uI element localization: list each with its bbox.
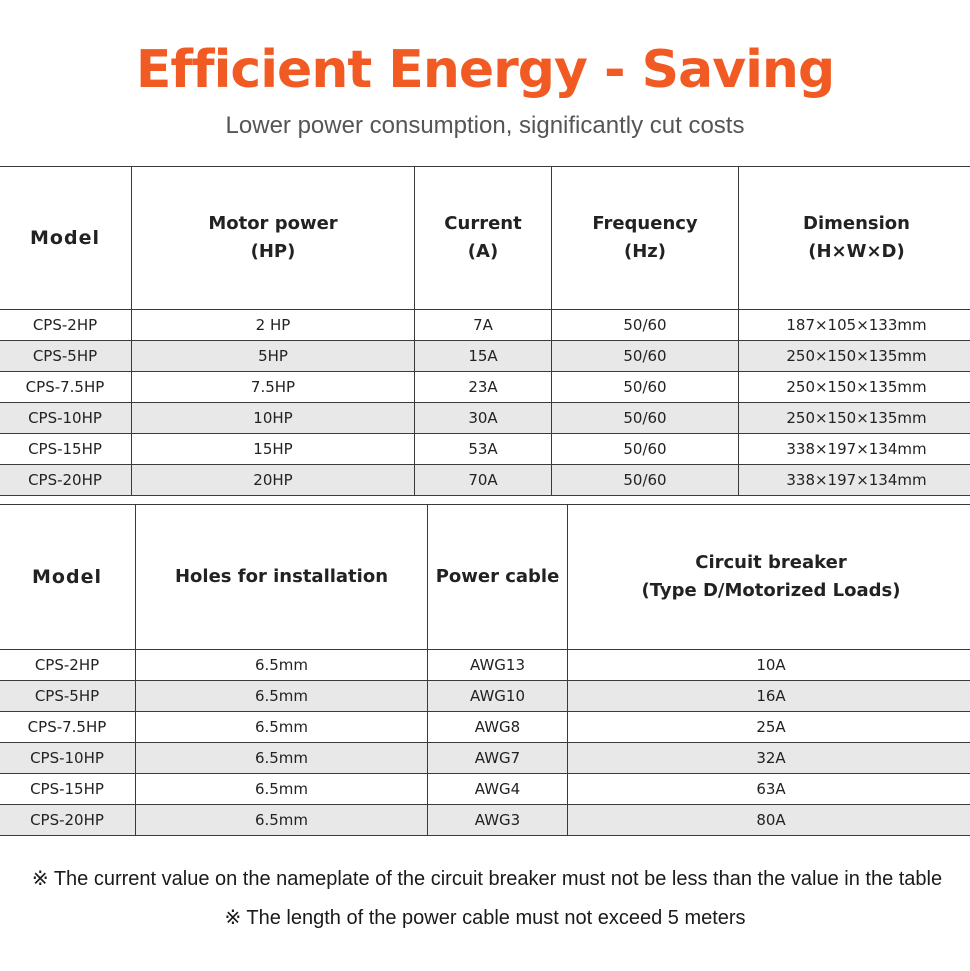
table-row	[0, 681, 970, 712]
cell-current: 70A	[415, 465, 552, 496]
cell-motor-power: 5HP	[132, 341, 415, 372]
cell-model: CPS-20HP	[0, 465, 132, 496]
cell-motor-power: 7.5HP	[132, 372, 415, 403]
cell-circuit-breaker: 25A	[568, 712, 970, 743]
cell-power-cable: AWG13	[428, 650, 568, 681]
cell-motor-power: 10HP	[132, 403, 415, 434]
cell-model: CPS-5HP	[0, 341, 132, 372]
cell-dimension: 338×197×134mm	[739, 465, 970, 496]
footnote-cable-length: ※ The length of the power cable must not exceed 5 meters	[224, 907, 746, 929]
cell-motor-power: 20HP	[132, 465, 415, 496]
header-frequency: Frequency (Hz)	[552, 167, 739, 310]
cell-model: CPS-2HP	[0, 650, 136, 681]
cell-current: 15A	[415, 341, 552, 372]
cell-holes: 6.5mm	[136, 712, 428, 743]
cell-frequency: 50/60	[552, 372, 739, 403]
cell-power-cable: AWG7	[428, 743, 568, 774]
footnote-breaker-current: ※ The current value on the nameplate of the circuit breaker must not be less than the value in the table	[31, 868, 943, 890]
table-row	[0, 434, 970, 465]
cell-model: CPS-15HP	[0, 774, 136, 805]
cell-frequency: 50/60	[552, 341, 739, 372]
table-header-row	[0, 505, 970, 650]
cell-frequency: 50/60	[552, 465, 739, 496]
header-model: Model	[0, 167, 132, 310]
header-holes-for-installation: Holes for installation	[136, 505, 428, 650]
page-title: Efficient Energy - Saving	[135, 40, 835, 100]
cell-circuit-breaker: 10A	[568, 650, 970, 681]
cell-model: CPS-20HP	[0, 805, 136, 836]
cell-dimension: 187×105×133mm	[739, 310, 970, 341]
table-row	[0, 774, 970, 805]
cell-holes: 6.5mm	[136, 774, 428, 805]
cell-dimension: 250×150×135mm	[739, 403, 970, 434]
cell-frequency: 50/60	[552, 403, 739, 434]
cell-circuit-breaker: 32A	[568, 743, 970, 774]
cell-current: 53A	[415, 434, 552, 465]
header-current: Current (A)	[415, 167, 552, 310]
cell-frequency: 50/60	[552, 434, 739, 465]
table-row	[0, 341, 970, 372]
cell-current: 30A	[415, 403, 552, 434]
cell-model: CPS-10HP	[0, 743, 136, 774]
header-dimension: Dimension (H×W×D)	[739, 167, 970, 310]
table-row	[0, 403, 970, 434]
table-row	[0, 650, 970, 681]
cell-current: 7A	[415, 310, 552, 341]
cell-power-cable: AWG10	[428, 681, 568, 712]
cell-motor-power: 15HP	[132, 434, 415, 465]
cell-dimension: 250×150×135mm	[739, 372, 970, 403]
cell-model: CPS-2HP	[0, 310, 132, 341]
cell-power-cable: AWG3	[428, 805, 568, 836]
cell-power-cable: AWG8	[428, 712, 568, 743]
cell-power-cable: AWG4	[428, 774, 568, 805]
cell-current: 23A	[415, 372, 552, 403]
cell-model: CPS-7.5HP	[0, 372, 132, 403]
specs-table-installation	[0, 504, 970, 836]
cell-holes: 6.5mm	[136, 805, 428, 836]
header-model: Model	[0, 505, 136, 650]
cell-frequency: 50/60	[552, 310, 739, 341]
cell-circuit-breaker: 63A	[568, 774, 970, 805]
table-row	[0, 743, 970, 774]
table-row	[0, 310, 970, 341]
cell-dimension: 250×150×135mm	[739, 341, 970, 372]
header-motor-power: Motor power (HP)	[132, 167, 415, 310]
table-row	[0, 372, 970, 403]
table-row	[0, 465, 970, 496]
cell-motor-power: 2 HP	[132, 310, 415, 341]
table-row	[0, 805, 970, 836]
header-circuit-breaker: Circuit breaker (Type D/Motorized Loads)	[568, 505, 970, 650]
cell-circuit-breaker: 80A	[568, 805, 970, 836]
cell-holes: 6.5mm	[136, 681, 428, 712]
cell-holes: 6.5mm	[136, 743, 428, 774]
table-header-row	[0, 167, 970, 310]
cell-circuit-breaker: 16A	[568, 681, 970, 712]
header-power-cable: Power cable	[428, 505, 568, 650]
cell-model: CPS-5HP	[0, 681, 136, 712]
cell-holes: 6.5mm	[136, 650, 428, 681]
page-subtitle: Lower power consumption, significantly cut costs	[225, 112, 745, 139]
cell-model: CPS-15HP	[0, 434, 132, 465]
cell-model: CPS-7.5HP	[0, 712, 136, 743]
specs-table-electrical	[0, 166, 970, 496]
table-row	[0, 712, 970, 743]
cell-model: CPS-10HP	[0, 403, 132, 434]
cell-dimension: 338×197×134mm	[739, 434, 970, 465]
